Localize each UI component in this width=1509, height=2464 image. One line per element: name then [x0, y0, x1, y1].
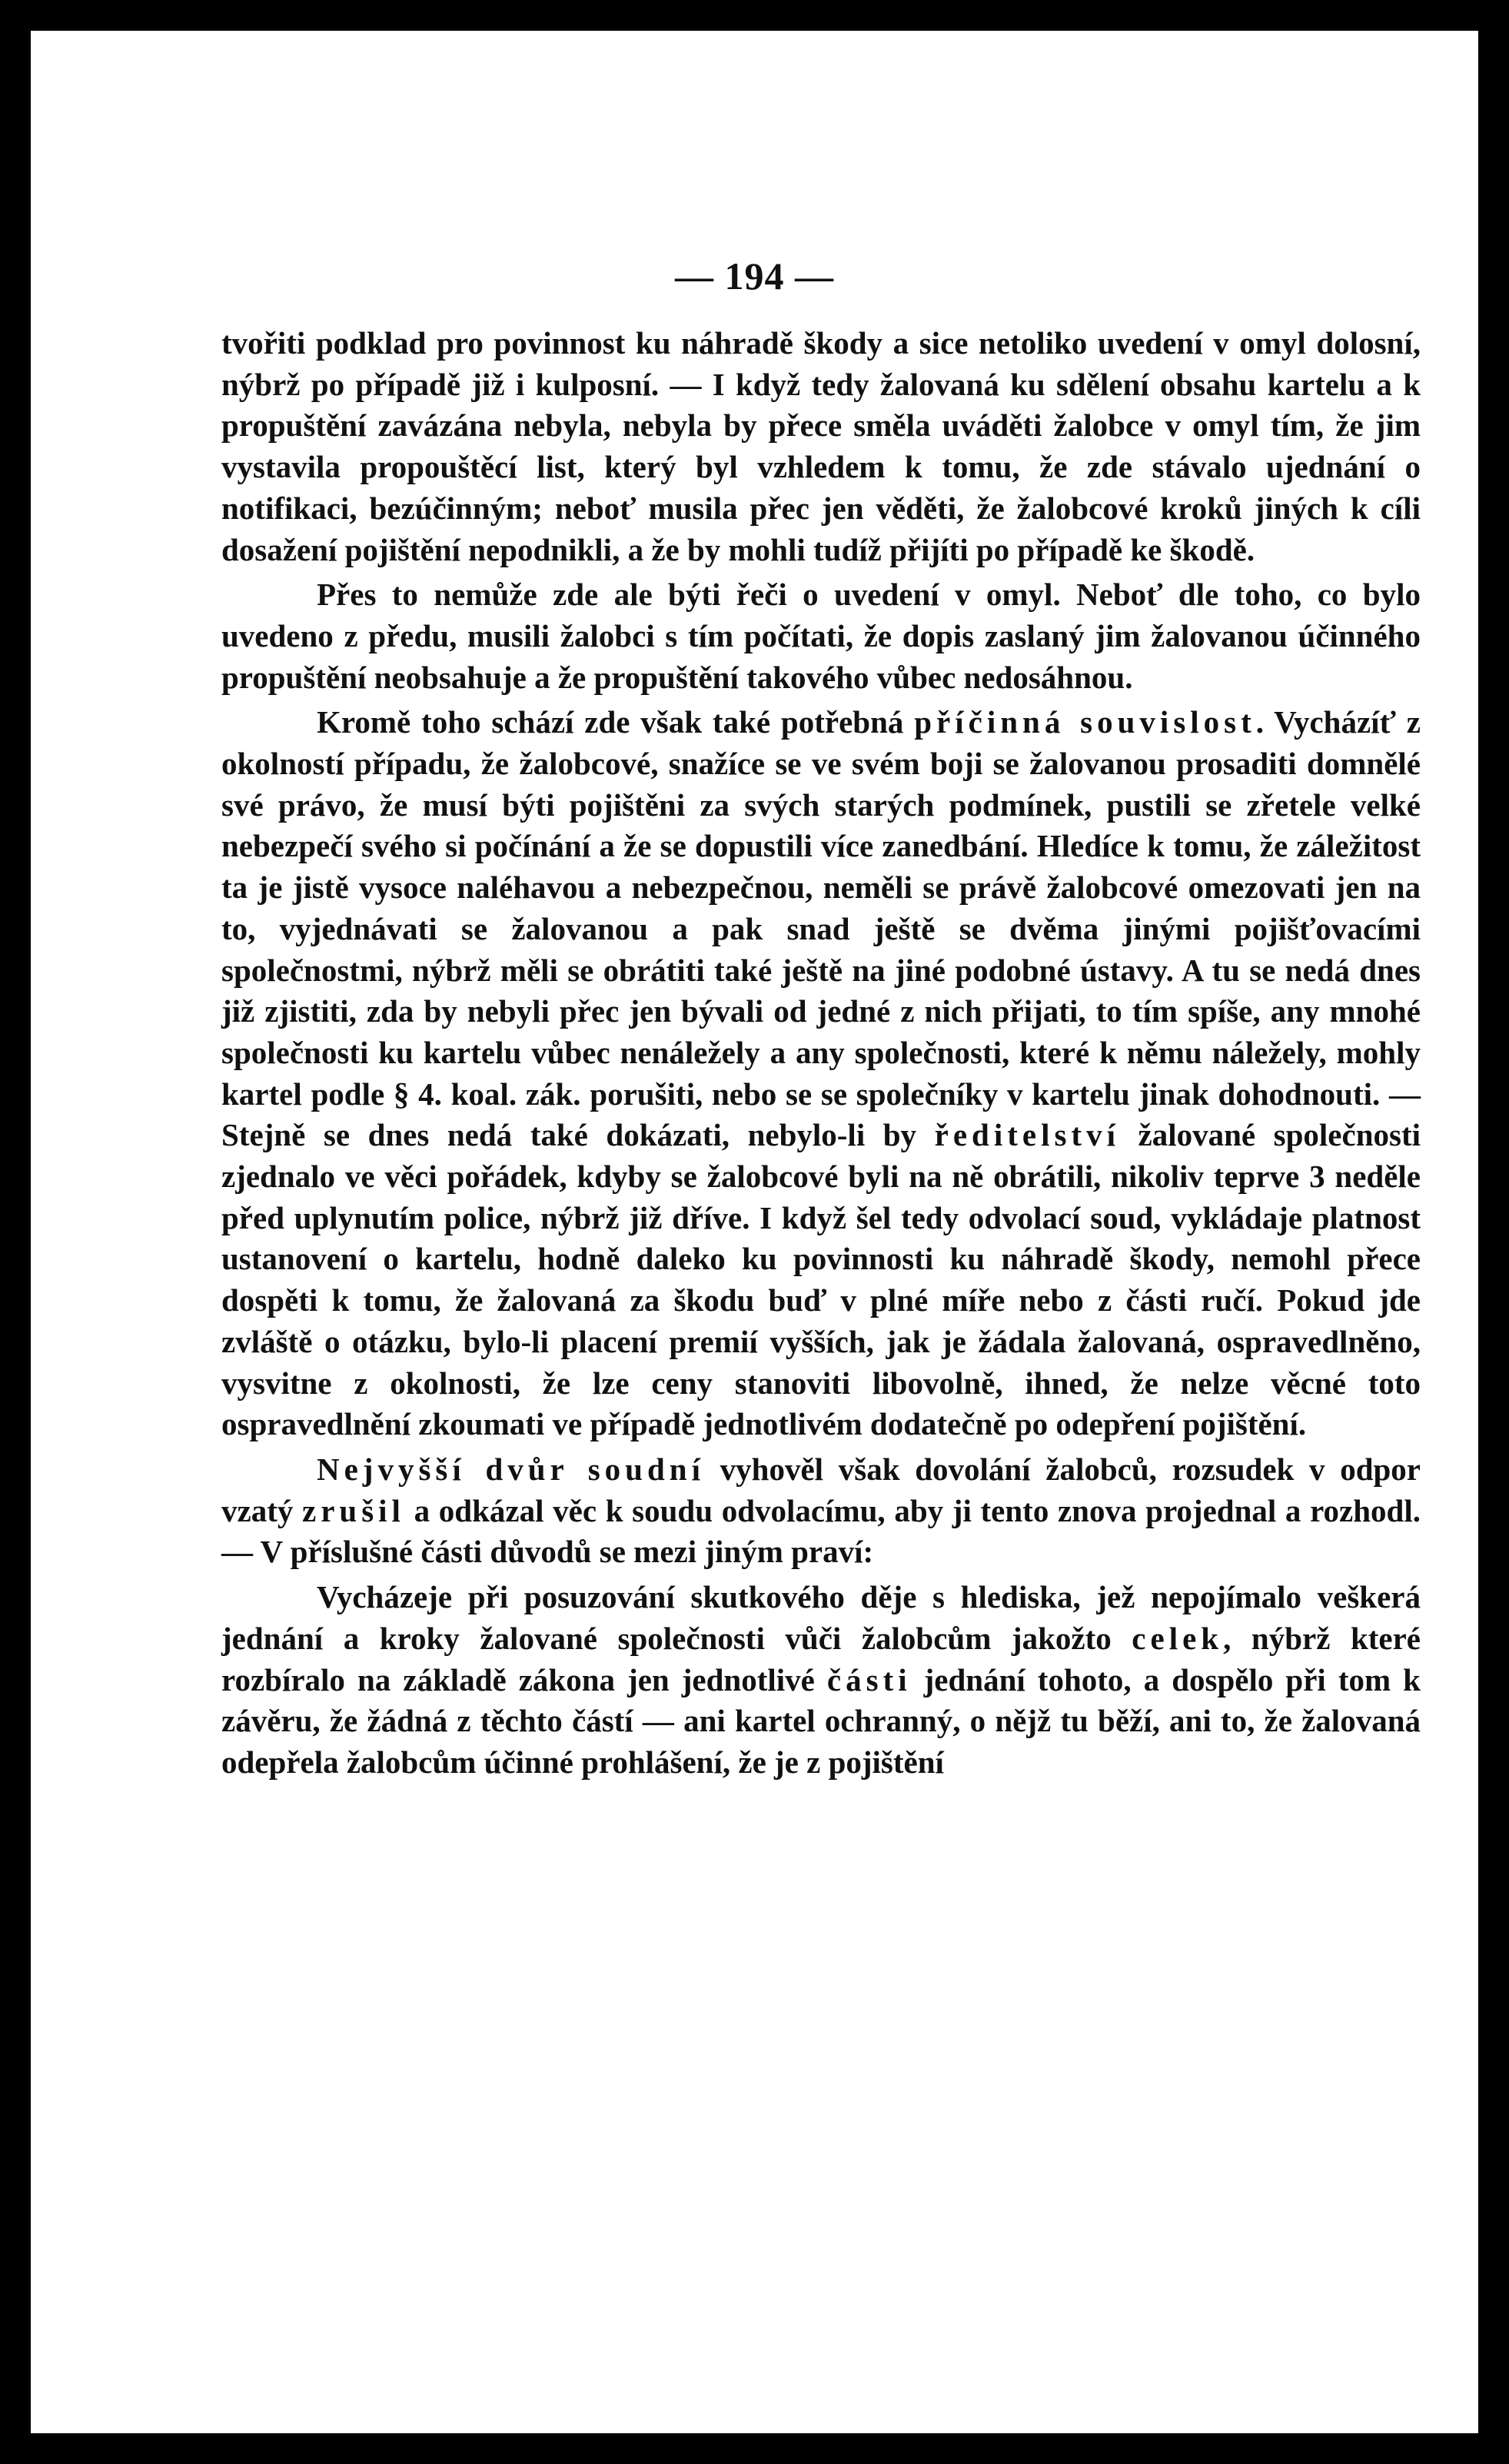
paragraph-3-text-c: žalované společnosti zjednalo ve věci pořádek, kdyby se žalobcové byli na ně obrátili, nikoliv teprve 3 neděle před uplynutím police, nýbrž již dříve. I když šel tedy odvolací soud, vykládaje platnost ustanovení o kartelu, hodně daleko ku povinnosti ku náhradě škody, nemohl přece dospěti k tomu, že žalovaná za škodu buď v plné míře nebo z části ručí. Pokud jde zvláště o otázku, bylo-li placení premií vyšších, jak je žádala žalovaná, ospravedlněno, vysvitne z okolnosti, že lze ceny stanoviti libovolně, ihned, že nelze věcné toto ospravedlnění zkoumati ve případě jednotlivém dodatečně po odepření pojištění. [221, 1117, 1421, 1442]
paragraph-5-text-a: Vycházeje při posuzování skutkového děje s hlediska, jež nepojímalo veškerá jednání a kroky žalované společnosti vůči žalobcům jakožto [221, 1579, 1421, 1656]
paragraph-4 [221, 1449, 1421, 1573]
paragraph-4-text-a: vyhověl však dovolání žalobců, rozsudek v odpor vzatý [221, 1451, 1421, 1528]
paragraph-5 [221, 1577, 1421, 1784]
paragraph-5-text-b: , nýbrž které rozbíralo na základě zákona jen jednotlivé [221, 1620, 1421, 1698]
paragraph-5-emphasis-b: části [826, 1661, 912, 1698]
page-number: — 194 — [675, 254, 834, 298]
paragraph-3 [221, 702, 1421, 1445]
paragraph-4-text-b: a odkázal věc k soudu odvolacímu, aby ji tento znova projednal a rozhodl. — V příslušné části důvodů se mezi jiným praví: [221, 1492, 1421, 1570]
paragraph-5-text-c: jednání tohoto, a dospělo při tom k závěru, že žádná z těchto částí — ani kartel ochranný, o nějž tu běží, ani to, že žalovaná odepřela žalobcům účinné prohlášení, že je z pojištění [221, 1661, 1421, 1780]
body-text [221, 323, 1421, 1784]
paragraph-3-emphasis-b: ředitelství [934, 1117, 1120, 1153]
paragraph-3-text-a: Kromě toho schází zde však také potřebná [317, 704, 915, 740]
paragraph-4-emphasis-b: zrušil [302, 1492, 405, 1528]
paragraph-2: Přes to nemůže zde ale býti řeči o uvedení v omyl. Neboť dle toho, co bylo uvedeno z předu, musili žalobci s tím počítati, že dopis zaslaný jim žalovanou účinného propuštění neobsahuje a že propuštění takového vůbec nedosáhnou. [221, 577, 1421, 695]
paragraph-1: tvořiti podklad pro povinnost ku náhradě škody a sice netoliko uvedení v omyl dolosní, nýbrž po případě již i kulposní. — I když tedy žalovaná ku sdělení obsahu kartelu a k propuštění zavázána nebyla, nebyla by přece směla uváděti žalobce v omyl tím, že jim vystavila propouštěcí list, který byl vzhledem k tomu, že zde stávalo ujednání o notifikaci, bezúčinným; neboť musila přec jen věděti, že žalobcové kroků jiných k cíli dosažení pojištění nepodnikli, a že by mohli tudíž přijíti po případě ke škodě. [221, 325, 1421, 567]
paragraph-5-emphasis-a: celek [1132, 1620, 1224, 1656]
paragraph-3-emphasis-a: příčinná souvislost [914, 704, 1256, 740]
paragraph-4-emphasis-a: Nejvyšší dvůr soudní [317, 1451, 705, 1487]
paragraph-3-text-b: . Vycházíť z okolností případu, že žalobcové, snažíce se ve svém boji se žalovanou prosaditi domnělé své právo, že musí býti pojištěni za svých starých podmínek, pustili se zřetele velké nebezpečí svého si počínání a že se dopustili více zanedbání. Hledíce k tomu, že záležitost ta je jistě vysoce naléhavou a nebezpečnou, neměli se právě žalobcové omezovati jen na to, vyjednávati se žalovanou a pak snad ještě se dvěma jinými pojišťovacími společnostmi, nýbrž měli se obrátiti také ještě na jiné podobné ústavy. A tu se nedá dnes již zjistiti, zda by nebyli přec jen bývali od jedné z nich přijati, to tím spíše, any mnohé společnosti ku kartelu vůbec nenáležely a any společnosti, které k němu náležely, mohly kartel podle § 4. koal. zák. porušiti, nebo se se společníky v kartelu jinak dohodnouti. — Stejně se dnes nedá také dokázati, nebylo-li by [221, 704, 1421, 1153]
document-page [31, 31, 1478, 2433]
